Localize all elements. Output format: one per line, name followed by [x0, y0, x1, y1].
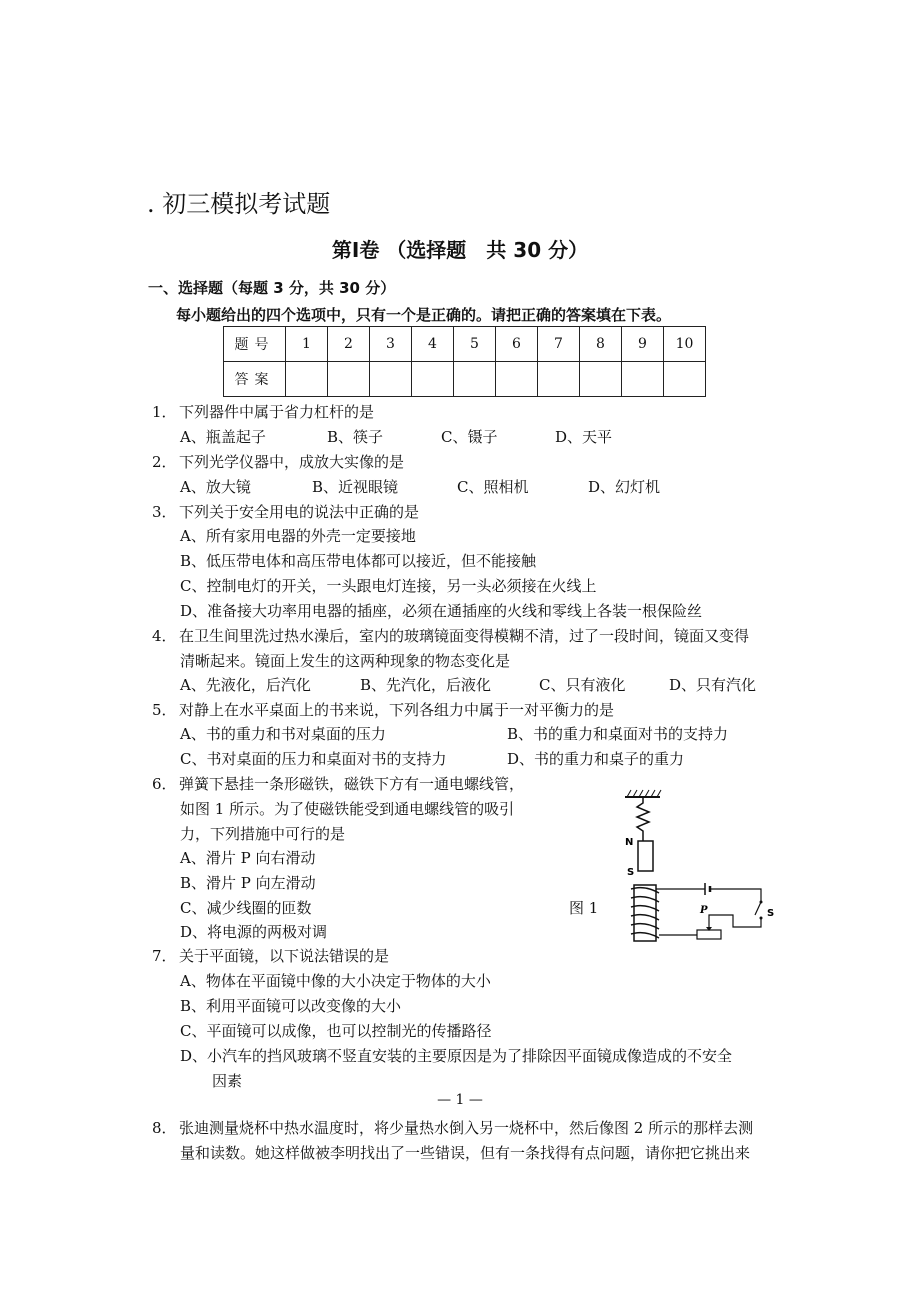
question-stem: 关于平面镜，以下说法错误的是: [179, 947, 390, 965]
question-number: 5．: [152, 701, 177, 719]
answer-cell[interactable]: [538, 362, 580, 397]
answer-table-answer-row: [224, 362, 706, 397]
figure-1-label: 图 1: [569, 899, 599, 917]
question-number-cell: 4: [412, 327, 454, 362]
question-number-cell: 2: [328, 327, 370, 362]
option-1a: A、瓶盖起子: [180, 428, 266, 446]
instruction-text: 每小题给出的四个选项中，只有一个是正确的。请把正确的答案填在下表。: [176, 306, 672, 324]
option-6b: B、滑片 P 向左滑动: [180, 874, 316, 892]
answer-cell[interactable]: [580, 362, 622, 397]
option-7c: C、平面镜可以成像，也可以控制光的传播路径: [180, 1022, 492, 1040]
question-8: [152, 1116, 753, 1141]
answer-cell[interactable]: [412, 362, 454, 397]
question-7: [152, 944, 389, 969]
section-heading: 一、选择题（每题 3 分，共 30 分）: [148, 279, 396, 297]
magnet-n-pole: N: [625, 837, 634, 848]
option-4b: B、先汽化，后液化: [360, 676, 492, 694]
question-4: [152, 624, 749, 649]
option-3a: A、所有家用电器的外壳一定要接地: [180, 527, 416, 545]
answer-table: [223, 326, 706, 397]
question-6-line3: 力，下列措施中可行的是: [180, 825, 346, 843]
question-3: [152, 500, 419, 525]
question-stem: 弹簧下悬挂一条形磁铁，磁铁下方有一通电螺线管，: [179, 775, 525, 793]
rheostat: [697, 930, 721, 939]
switch-icon: [755, 902, 761, 915]
question-5: [152, 698, 614, 723]
magnet-s-pole: S: [627, 867, 635, 878]
question-number: 2．: [152, 453, 177, 471]
answer-cell[interactable]: [622, 362, 664, 397]
question-number: 1．: [152, 403, 177, 421]
answer-cell[interactable]: [370, 362, 412, 397]
option-5c: C、书对桌面的压力和桌面对书的支持力: [180, 750, 447, 768]
question-number: 3．: [152, 503, 177, 521]
option-2d: D、幻灯机: [588, 478, 661, 496]
option-5b: B、书的重力和桌面对书的支持力: [507, 725, 729, 743]
answer-cell[interactable]: [454, 362, 496, 397]
question-stem: 下列器件中属于省力杠杆的是: [179, 403, 375, 421]
row-label-answer: 答案: [224, 362, 286, 397]
option-1c: C、镊子: [441, 428, 498, 446]
option-6d: D、将电源的两极对调: [180, 923, 328, 941]
answer-table-number-row: [224, 327, 706, 362]
option-7d-continuation: 因素: [212, 1072, 243, 1090]
spring-icon: [637, 797, 649, 841]
row-label-number: 题号: [224, 327, 286, 362]
bar-magnet: [638, 841, 653, 871]
option-4c: C、只有液化: [539, 676, 626, 694]
question-number-cell: 9: [622, 327, 664, 362]
option-7b: B、利用平面镜可以改变像的大小: [180, 997, 402, 1015]
option-7d: D、小汽车的挡风玻璃不竖直安装的主要原因是为了排除因平面镜成像造成的不安全: [180, 1047, 733, 1065]
option-3d: D、准备接大功率用电器的插座，必须在通插座的火线和零线上各装一根保险丝: [180, 602, 703, 620]
option-1b: B、筷子: [327, 428, 384, 446]
question-number-cell: 6: [496, 327, 538, 362]
ceiling-hatch: [627, 790, 661, 797]
answer-cell[interactable]: [664, 362, 706, 397]
option-2c: C、照相机: [457, 478, 529, 496]
option-4d: D、只有汽化: [669, 676, 757, 694]
question-stem: 在卫生间里洗过热水澡后，室内的玻璃镜面变得模糊不清，过了一段时间，镜面又变得: [179, 627, 750, 645]
question-2: [152, 450, 404, 475]
option-7a: A、物体在平面镜中像的大小决定于物体的大小: [180, 972, 491, 990]
switch-label: S: [767, 908, 775, 919]
question-stem: 对静上在水平桌面上的书来说，下列各组力中属于一对平衡力的是: [179, 701, 615, 719]
option-6c: C、减少线圈的匝数: [180, 899, 312, 917]
answer-cell[interactable]: [496, 362, 538, 397]
page-number: — 1 —: [437, 1092, 483, 1108]
question-number: 8．: [152, 1119, 177, 1137]
question-number: 7．: [152, 947, 177, 965]
question-number-cell: 1: [286, 327, 328, 362]
option-3c: C、控制电灯的开关，一头跟电灯连接，另一头必须接在火线上: [180, 577, 597, 595]
question-number: 4．: [152, 627, 177, 645]
question-number-cell: 10: [664, 327, 706, 362]
option-6a: A、滑片 P 向右滑动: [180, 849, 316, 867]
option-1d: D、天平: [555, 428, 613, 446]
question-number: 6．: [152, 775, 177, 793]
question-6: [152, 772, 524, 797]
option-5d: D、书的重力和桌子的重力: [507, 750, 685, 768]
option-3b: B、低压带电体和高压带电体都可以接近，但不能接触: [180, 552, 537, 570]
question-stem: 下列关于安全用电的说法中正确的是: [179, 503, 420, 521]
question-number-cell: 8: [580, 327, 622, 362]
option-5a: A、书的重力和书对桌面的压力: [180, 725, 386, 743]
question-stem: 下列光学仪器中，成放大实像的是: [179, 453, 405, 471]
question-4-line2: 清晰起来。镜面上发生的这两种现象的物态变化是: [180, 652, 511, 670]
question-8-line2: 量和读数。她这样做被李明找出了一些错误，但有一条找得有点问题，请你把它挑出来: [180, 1144, 751, 1162]
option-2a: A、放大镜: [180, 478, 251, 496]
question-6-line2: 如图 1 所示。为了使磁铁能受到通电螺线管的吸引: [180, 800, 515, 818]
question-1: [152, 400, 374, 425]
volume-title: 第Ⅰ卷 （选择题 共 30 分）: [331, 238, 589, 262]
question-number-cell: 5: [454, 327, 496, 362]
figure-1-diagram: [615, 785, 790, 950]
answer-cell[interactable]: [328, 362, 370, 397]
document-title: . 初三模拟考试题: [147, 190, 331, 218]
answer-cell[interactable]: [286, 362, 328, 397]
question-stem: 张迪测量烧杯中热水温度时，将少量热水倒入另一烧杯中，然后像图 2 所示的那样去测: [179, 1119, 754, 1137]
question-number-cell: 3: [370, 327, 412, 362]
option-4a: A、先液化，后汽化: [180, 676, 311, 694]
slider-label: P: [700, 905, 708, 916]
question-number-cell: 7: [538, 327, 580, 362]
option-2b: B、近视眼镜: [312, 478, 399, 496]
